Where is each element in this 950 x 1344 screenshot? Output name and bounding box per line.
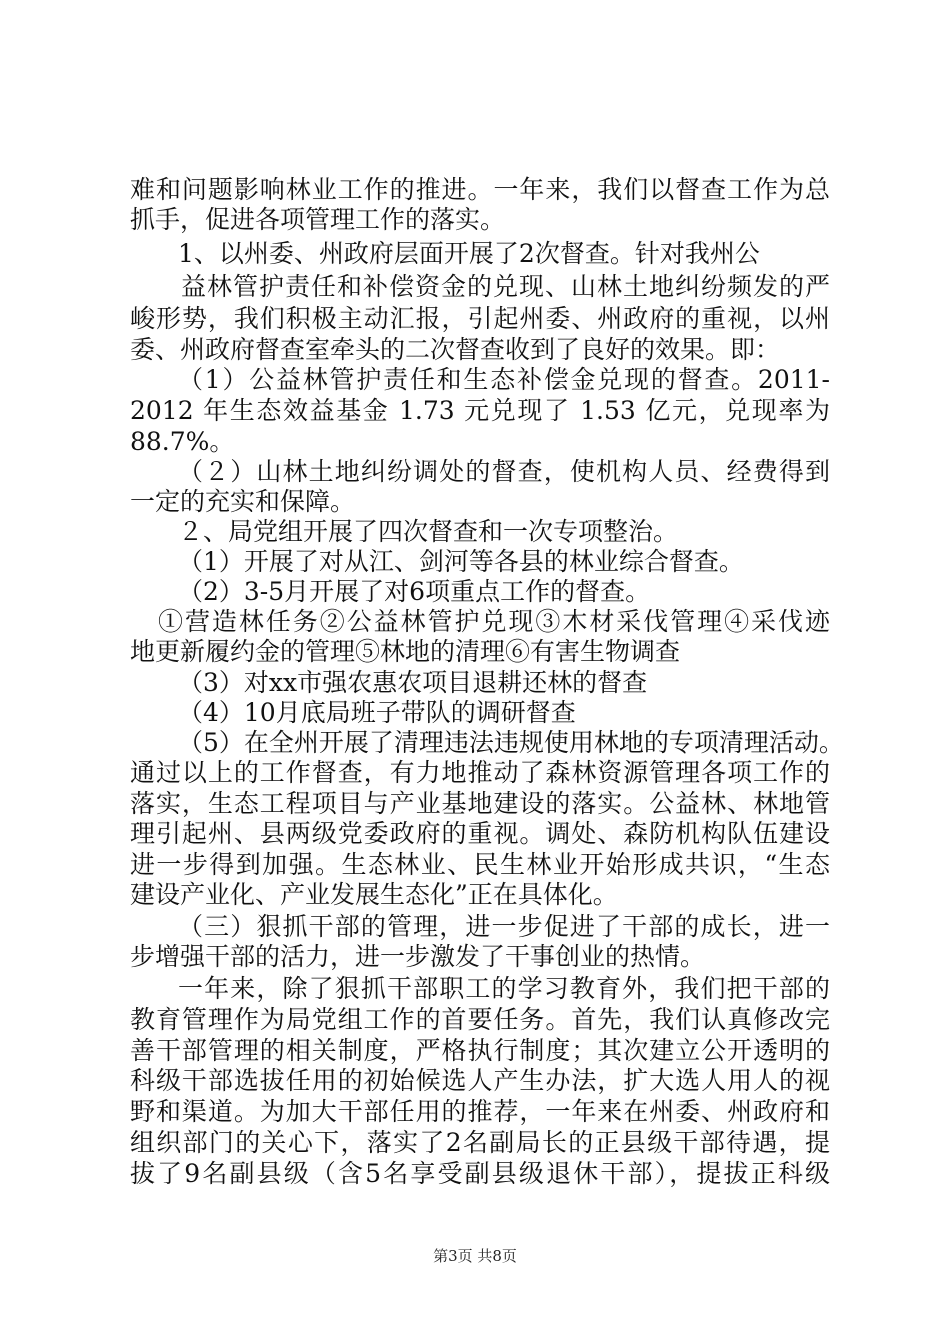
body-line-25: （三）狠抓干部的管理，进一步促进了干部的成长，进一 [178, 912, 830, 941]
body-line-20: 通过以上的工作督查，有力地推动了森林资源管理各项工作的 [130, 758, 830, 787]
body-line-24: 建设产业化、产业发展生态化”正在具体化。 [130, 880, 618, 909]
body-line-3: 1、以州委、州政府层面开展了2次督查。针对我州公 [178, 239, 760, 268]
body-line-31: 野和渠道。为加大干部任用的推荐，一年来在州委、州政府和 [130, 1097, 830, 1126]
body-line-28: 教育管理作为局党组工作的首要任务。首先，我们认真修改完 [130, 1005, 830, 1034]
body-line-9: 88.7%。 [130, 427, 235, 456]
body-line-5: 峻形势，我们积极主动汇报，引起州委、州政府的重视，以州 [130, 304, 830, 333]
body-line-14: （2）3-5月开展了对6项重点工作的督查。 [178, 577, 651, 606]
body-line-7: （1）公益林管护责任和生态补偿金兑现的督查。2011- [178, 365, 830, 394]
body-line-29: 善干部管理的相关制度，严格执行制度；其次建立公开透明的 [130, 1036, 830, 1065]
body-line-12: ２、局党组开展了四次督查和一次专项整治。 [178, 517, 679, 546]
body-line-2: 抓手，促进各项管理工作的落实。 [130, 205, 506, 234]
body-line-27: 一年来，除了狠抓干部职工的学习教育外，我们把干部的 [178, 974, 830, 1003]
body-line-8: 2012 年生态效益基金 1.73 元兑现了 1.53 亿元，兑现率为 [130, 396, 830, 425]
body-line-10: （２）山林土地纠纷调处的督查，使机构人员、经费得到 [178, 457, 830, 486]
body-line-1: 难和问题影响林业工作的推进。一年来，我们以督查工作为总 [130, 175, 830, 204]
body-line-6: 委、州政府督查室牵头的二次督查收到了良好的效果。即： [130, 335, 781, 364]
body-line-4: 益林管护责任和补偿资金的兑现、山林土地纠纷频发的严 [181, 272, 830, 301]
body-line-13: （1）开展了对从江、剑河等各县的林业综合督查。 [178, 547, 744, 576]
body-line-11: 一定的充实和保障。 [130, 487, 356, 516]
body-line-33: 拔了9名副县级（含5名享受副县级退休干部），提拔正科级 [130, 1159, 830, 1188]
body-line-17: （3）对xx市强农惠农项目退耕还林的督查 [178, 668, 648, 697]
body-line-21: 落实，生态工程项目与产业基地建设的落实。公益林、林地管 [130, 789, 830, 818]
body-line-22: 理引起州、县两级党委政府的重视。调处、森防机构队伍建设 [130, 819, 830, 848]
body-line-32: 组织部门的关心下，落实了2名副局长的正县级干部待遇，提 [130, 1128, 830, 1157]
body-line-18: （4）10月底局班子带队的调研督查 [178, 698, 576, 727]
body-line-26: 步增强干部的活力，进一步激发了干事创业的热情。 [130, 942, 706, 971]
body-line-19: （5）在全州开展了清理违法违规使用林地的专项清理活动。 [178, 728, 844, 757]
body-line-23: 进一步得到加强。生态林业、民生林业开始形成共识，“生态 [130, 850, 830, 879]
body-line-30: 科级干部选拔任用的初始候选人产生办法，扩大选人用人的视 [130, 1066, 830, 1095]
body-line-15: ①营造林任务②公益林管护兑现③木材采伐管理④采伐迹 [158, 607, 830, 636]
body-line-16: 地更新履约金的管理⑤林地的清理⑥有害生物调查 [130, 637, 681, 666]
page-number-footer: 第3页 共8页 [433, 1247, 517, 1265]
